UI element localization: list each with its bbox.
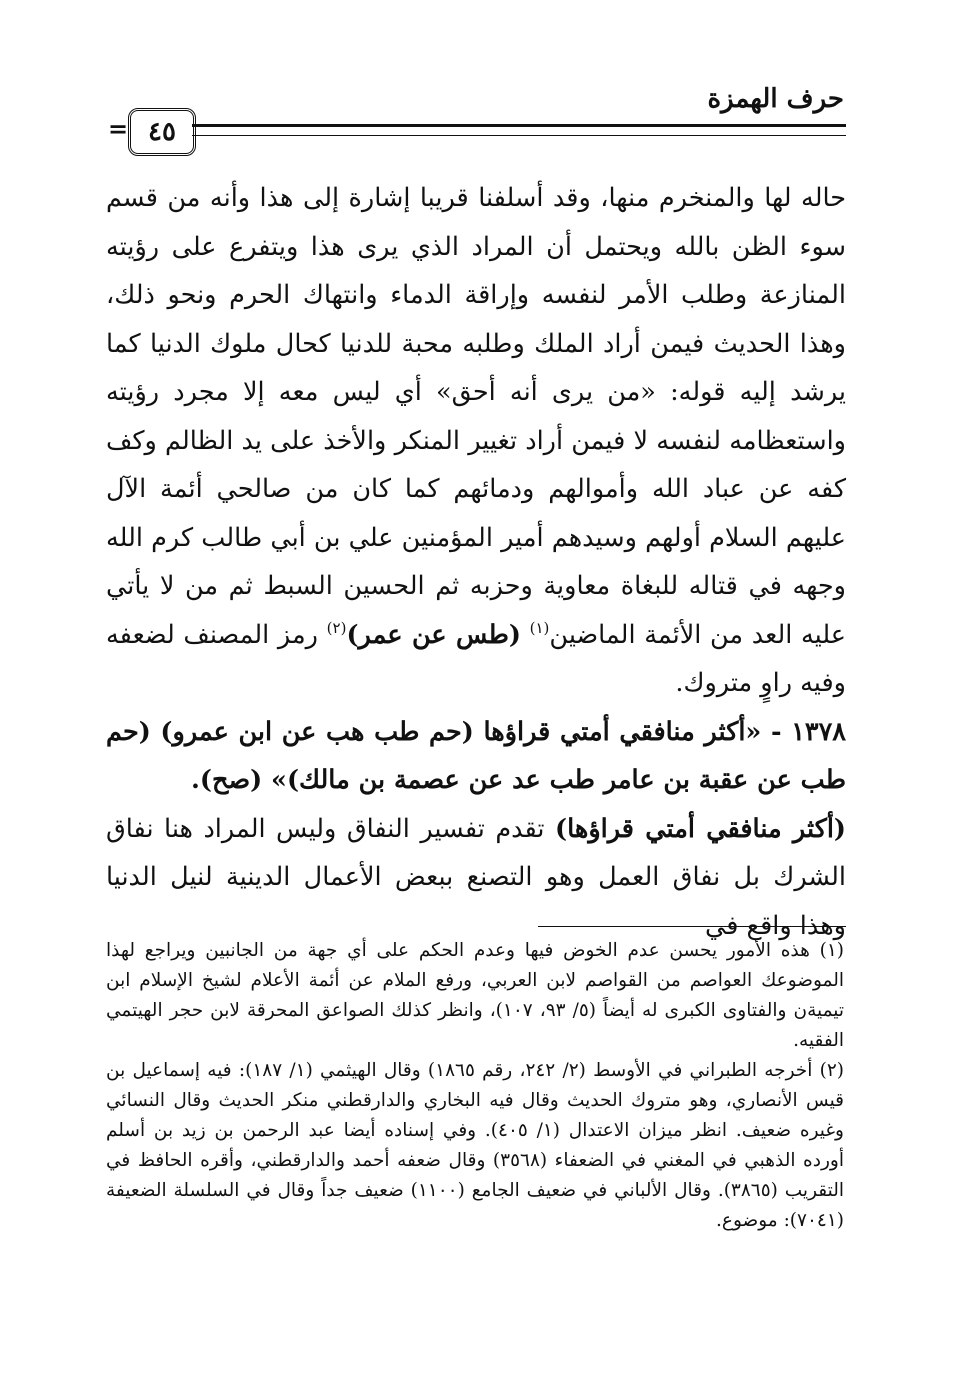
page-number-frame	[128, 108, 196, 156]
commentary-text: حاله لها والمنخرم منها، وقد أسلفنا قريبا إشارة إلى هذا وأنه من قسم سوء الظن بالله ويحتمل أن المراد الذي يرى هذا ويتفرع على رؤيته المنازعة وطلب الأمر لنفسه وإراقة الدماء وانتهاك الحرم ونحو ذلك، وهذا الحديث فيمن أراد الملك وطلبه محبة للدنيا كحال ملوك الدنيا كما يرشد إليه قوله: «من يرى أنه أحق» أي ليس معه إلا مجرد رؤيته واستعظامه لنفسه لا فيمن أراد تغيير المنكر والأخذ على يد الظالم وكف كفه عن عباد الله وأموالهم ودمائهم كما كان من صالحي أئمة الآل عليهم السلام أولهم وسيدهم أمير المؤمنين علي بن أبي طالب كرم الله وجهه في قتاله للبغاة معاوية وحزبه ثم الحسين السبط ثم من لا يأتي عليه العد من الأئمة الماضين	[106, 183, 847, 650]
chapter-title: حرف الهمزة	[707, 84, 844, 114]
footnote-1: (١) هذه الأمور يحسن عدم الخوض فيها وعدم الحكم على أي جهة من الجانبين ويراجع لهذا الموضوعك العواصم من القواصم لابن العربي، ورفع الملام عن أئمة الأعلام لشيخ الإسلام ابن تيميةن والفتاوى الكبرى له أيضاً (٥/ ٩٣، ١٠٧)، وانظر كذلك الصواعق المحرقة لابن حجر الهيتمي الفقيه.	[106, 940, 845, 1051]
hadith-entry: ١٣٧٨ - «أكثر منافقي أمتي قراؤها (حم طب هب عن ابن عمرو) (حم طب عن عقبة بن عامر طب عد عن عصمة بن مالك)» (صح).	[106, 716, 846, 795]
paragraph-explanation	[106, 805, 846, 951]
footnote-2: (٢) أخرجه الطبراني في الأوسط (٢/ ٢٤٢، رقم ١٨٦٥) وقال الهيثمي (١/ ١٨٧): فيه إسماعيل بن قيس الأنصاري، وهو متروك الحديث وقال فيه البخاري والدارقطني منكر الحديث وقال النسائي وغيره ضعيف. انظر ميزان الاعتدال (١/ ٤٠٥). وفي إسناده أيضا عبد الرحمن بن زيد بن أسلم أورده الذهبي في المغني في الضعفاء (٣٥٦٨) وقال ضعفه أحمد والدارقطني، وأقره الحافظ في التقريب (٣٨٦٥). وقال الألباني في ضعيف الجامع (١١٠٠) ضعيف جداً وقال في السلسلة الضعيفة (٧٠٤١): موضوع.	[106, 1060, 845, 1231]
paragraph-commentary	[106, 174, 846, 708]
footnote-ref-1: (١)	[529, 618, 550, 637]
header-rule	[192, 124, 846, 136]
main-text	[106, 174, 846, 950]
source-code: (طس عن عمر)	[346, 619, 521, 650]
commentary-end: رمز المصنف لضعفه وفيه راوٍ متروك.	[106, 619, 846, 698]
footnote-ref-2: (٢)	[326, 618, 347, 637]
page-number: ٤٥	[148, 117, 176, 147]
explanation-text: تقدم تفسير النفاق وليس المراد هنا نفاق الشرك بل نفاق العمل وهو التصنع ببعض الأعمال الدينية لنيل الدنيا وهذا واقع في	[106, 813, 846, 941]
hadith-quote: (أكثر منافقي أمتي قراؤها)	[555, 813, 846, 844]
footnote-rule	[538, 926, 846, 927]
footnotes	[106, 936, 844, 1236]
header-ornament: =	[108, 114, 129, 143]
